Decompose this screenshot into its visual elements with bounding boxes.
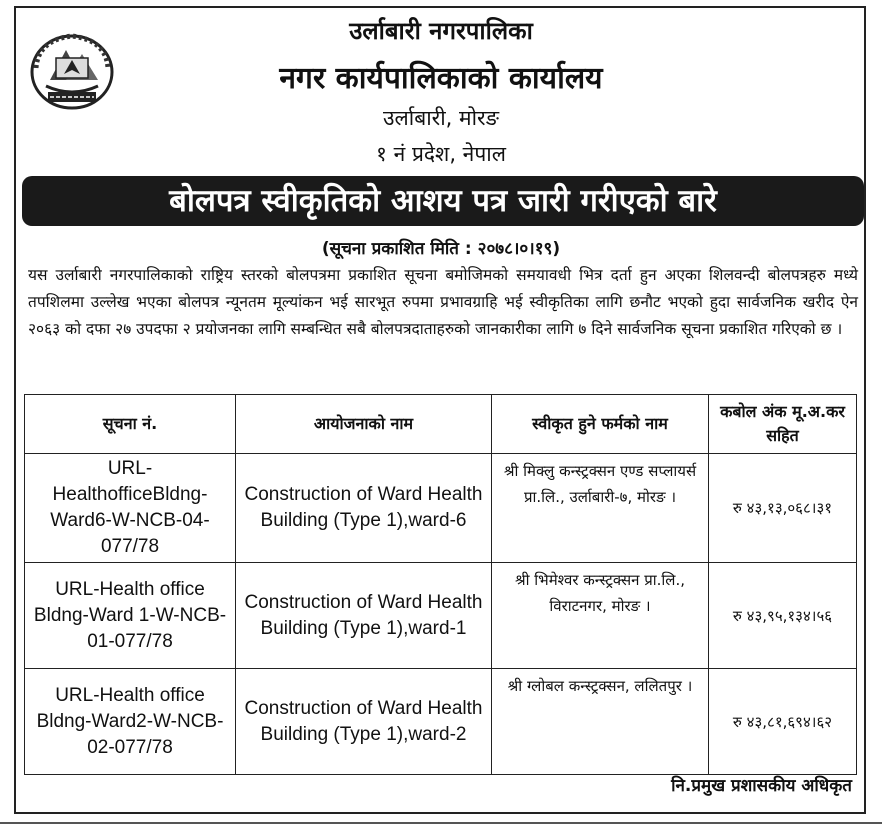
address-line-2: १ नं प्रदेश, नेपाल [376,142,506,166]
cell-firm: श्री ग्लोबल कन्स्ट्रक्सन, ललितपुर । [492,669,709,775]
column-header-project: आयोजनाको नाम [236,395,492,454]
cell-amount: रु ४३,१३,०६८।३१ [709,454,857,563]
notice-body: यस उर्लाबारी नगरपालिकाको राष्ट्रिय स्तरको बोलपत्रमा प्रकाशित सूचना बमोजिमको समयावधी भित्र दर्ता हुन अएका शिलवन्दी बोलपत्रहरु मध्ये तपशिलमा उल्लेख भएका बोलपत्र न्यूनतम मूल्यांकन भई सारभूत रुपमा प्रभावग्राहि भई स्वीकृतिका लागि छनौट भएको हुदा सार्वजनिक खरीद ऐन २०६३ को दफा २७ उपदफा २ प्रयोजनका लागि सम्बन्धित सबै बोलपत्रदाताहरुको जानकारीका लागि ७ दिने सार्वजनिक सूचना प्रकाशित गरिएको छ । [28,266,858,338]
signatory-title: नि.प्रमुख प्रशासकीय अधिकृत [671,776,852,796]
published-date: (सूचना प्रकाशित मिति : २०७८।०।१९) [321,239,561,259]
cell-firm: श्री मिक्लु कन्स्ट्रक्सन एण्ड सप्लायर्स प्रा.लि., उर्लाबारी-७, मोरङ । [492,454,709,563]
column-header-firm: स्वीकृत हुने फर्मको नाम [492,395,709,454]
cell-firm: श्री भिमेश्वर कन्स्ट्रक्सन प्रा.लि., विराटनगर, मोरङ । [492,563,709,669]
cell-amount: रु ४३,८१,६९४।६२ [709,669,857,775]
cell-project: Construction of Ward Health Building (Type 1),ward-2 [236,669,492,775]
cell-amount: रु ४३,९५,१३४।५६ [709,563,857,669]
cell-project: Construction of Ward Health Building (Type 1),ward-6 [236,454,492,563]
table-row [25,563,857,669]
column-header-amount: कबोल अंक मू.अ.कर सहित [709,395,857,454]
cell-project: Construction of Ward Health Building (Type 1),ward-1 [236,563,492,669]
bottom-divider [0,822,882,824]
office-name: नगर कार्यपालिकाको कार्यालय [279,61,603,96]
column-header-notice-no: सूचना नं. [25,395,236,454]
tender-table [24,394,857,775]
cell-notice-no: URL-Health office Bldng-Ward2-W-NCB-02-077/78 [25,669,236,775]
cell-notice-no: URL-HealthofficeBldng-Ward6-W-NCB-04-077/78 [25,454,236,563]
cell-notice-no: URL-Health office Bldng-Ward 1-W-NCB-01-077/78 [25,563,236,669]
municipality-name: उर्लाबारी नगरपालिका [349,17,533,45]
table-header-row [25,395,857,454]
address-line-1: उर्लाबारी, मोरङ [383,106,499,130]
notice-title: बोलपत्र स्वीकृतिको आशय पत्र जारी गरीएको बारे [22,176,864,226]
table-row [25,669,857,775]
table-row [25,454,857,563]
